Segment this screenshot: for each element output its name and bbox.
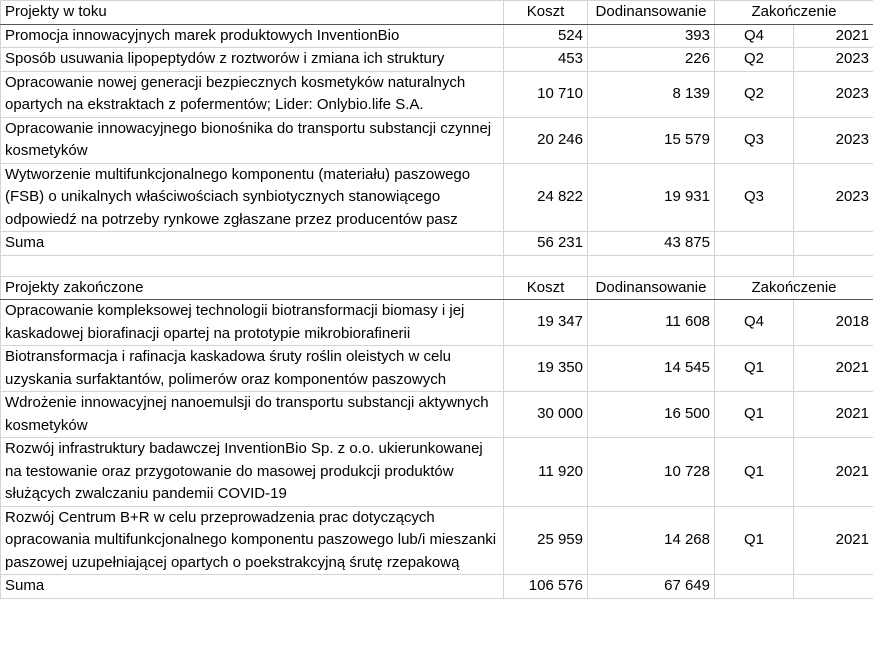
- quarter-cell[interactable]: Q2: [715, 71, 794, 117]
- project-name-cell[interactable]: Wytworzenie multifunkcjonalnego komponentu (materiału) paszowego (FSB) o unikalnych właściwościach synbiotycznych stanowiącego odpowiedź na potrzeby rynkowe zgłaszane przez producentów pasz: [1, 163, 504, 232]
- year-cell[interactable]: 2023: [794, 48, 873, 72]
- cost-header: Koszt: [504, 276, 588, 300]
- cofunding-cell[interactable]: 14 545: [588, 346, 715, 392]
- empty-cell[interactable]: [1, 255, 504, 276]
- year-cell[interactable]: 2021: [794, 506, 873, 575]
- cofunding-cell[interactable]: 11 608: [588, 300, 715, 346]
- table-row: [1, 392, 873, 438]
- cofunding-cell[interactable]: 10 728: [588, 438, 715, 507]
- cost-cell[interactable]: 11 920: [504, 438, 588, 507]
- year-cell[interactable]: 2018: [794, 300, 873, 346]
- empty-cell[interactable]: [794, 575, 873, 599]
- cofunding-cell[interactable]: 8 139: [588, 71, 715, 117]
- table-row: [1, 300, 873, 346]
- table-row: [1, 71, 873, 117]
- total-cost-cell: 56 231: [504, 232, 588, 256]
- quarter-cell[interactable]: Q1: [715, 392, 794, 438]
- completed-projects-title: Projekty zakończone: [1, 276, 504, 300]
- table-row: [1, 506, 873, 575]
- empty-cell[interactable]: [715, 575, 794, 599]
- total-cost-cell: 106 576: [504, 575, 588, 599]
- total-label: Suma: [1, 232, 504, 256]
- cost-cell[interactable]: 453: [504, 48, 588, 72]
- year-cell[interactable]: 2021: [794, 438, 873, 507]
- cost-cell[interactable]: 19 350: [504, 346, 588, 392]
- total-cofunding-cell: 43 875: [588, 232, 715, 256]
- cofunding-cell[interactable]: 19 931: [588, 163, 715, 232]
- cofunding-cell[interactable]: 16 500: [588, 392, 715, 438]
- year-cell[interactable]: 2023: [794, 71, 873, 117]
- completed-projects-header-row: [1, 276, 873, 300]
- quarter-cell[interactable]: Q3: [715, 163, 794, 232]
- cofunding-cell[interactable]: 226: [588, 48, 715, 72]
- project-name-cell[interactable]: Opracowanie kompleksowej technologii biotransformacji biomasy i jej kaskadowej biorafinacji opartej na prototypie mikrobiorafinerii: [1, 300, 504, 346]
- table-row: [1, 117, 873, 163]
- table-row: [1, 24, 873, 48]
- quarter-cell[interactable]: Q4: [715, 24, 794, 48]
- year-cell[interactable]: 2021: [794, 346, 873, 392]
- completion-header: Zakończenie: [715, 1, 873, 25]
- ongoing-projects-total-row: [1, 232, 873, 256]
- total-cofunding-cell: 67 649: [588, 575, 715, 599]
- cost-cell[interactable]: 524: [504, 24, 588, 48]
- cost-cell[interactable]: 25 959: [504, 506, 588, 575]
- cost-cell[interactable]: 10 710: [504, 71, 588, 117]
- empty-cell[interactable]: [794, 232, 873, 256]
- cost-header: Koszt: [504, 1, 588, 25]
- cost-cell[interactable]: 20 246: [504, 117, 588, 163]
- quarter-cell[interactable]: Q1: [715, 506, 794, 575]
- project-name-cell[interactable]: Rozwój Centrum B+R w celu przeprowadzenia prac dotyczących opracowania multifunkcjonalnego komponentu paszowego lub/i mieszanki paszowej uzupełniającej opartych o poekstrakcyjną śrutę rzepakową: [1, 506, 504, 575]
- quarter-cell[interactable]: Q1: [715, 438, 794, 507]
- table-row: [1, 163, 873, 232]
- year-cell[interactable]: 2023: [794, 163, 873, 232]
- empty-cell[interactable]: [794, 255, 873, 276]
- quarter-cell[interactable]: Q2: [715, 48, 794, 72]
- cofunding-cell[interactable]: 15 579: [588, 117, 715, 163]
- cofunding-cell[interactable]: 14 268: [588, 506, 715, 575]
- year-cell[interactable]: 2023: [794, 117, 873, 163]
- total-label: Suma: [1, 575, 504, 599]
- year-cell[interactable]: 2021: [794, 24, 873, 48]
- ongoing-projects-title: Projekty w toku: [1, 1, 504, 25]
- cost-cell[interactable]: 19 347: [504, 300, 588, 346]
- empty-cell[interactable]: [715, 255, 794, 276]
- cofunding-cell[interactable]: 393: [588, 24, 715, 48]
- table-row: [1, 346, 873, 392]
- table-row: [1, 48, 873, 72]
- quarter-cell[interactable]: Q1: [715, 346, 794, 392]
- cofunding-header: Dodinansowanie: [588, 1, 715, 25]
- year-cell[interactable]: 2021: [794, 392, 873, 438]
- cost-cell[interactable]: 24 822: [504, 163, 588, 232]
- quarter-cell[interactable]: Q3: [715, 117, 794, 163]
- project-name-cell[interactable]: Promocja innowacyjnych marek produktowych InventionBio: [1, 24, 504, 48]
- completed-projects-total-row: [1, 575, 873, 599]
- quarter-cell[interactable]: Q4: [715, 300, 794, 346]
- project-name-cell[interactable]: Sposób usuwania lipopeptydów z roztworów i zmiana ich struktury: [1, 48, 504, 72]
- empty-cell[interactable]: [504, 255, 588, 276]
- project-name-cell[interactable]: Opracowanie innowacyjnego bionośnika do transportu substancji czynnej kosmetyków: [1, 117, 504, 163]
- cofunding-header: Dodinansowanie: [588, 276, 715, 300]
- project-name-cell[interactable]: Opracowanie nowej generacji bezpiecznych kosmetyków naturalnych opartych na ekstraktach z pofermentów; Lider: Onlybio.life S.A.: [1, 71, 504, 117]
- table-row: [1, 438, 873, 507]
- empty-cell[interactable]: [588, 255, 715, 276]
- project-name-cell[interactable]: Biotransformacja i rafinacja kaskadowa śruty roślin oleistych w celu uzyskania surfaktantów, polimerów oraz komponentów paszowych: [1, 346, 504, 392]
- project-name-cell[interactable]: Wdrożenie innowacyjnej nanoemulsji do transportu substancji aktywnych kosmetyków: [1, 392, 504, 438]
- spacer-row: [1, 255, 873, 276]
- ongoing-projects-header-row: [1, 1, 873, 25]
- empty-cell[interactable]: [715, 232, 794, 256]
- completion-header: Zakończenie: [715, 276, 873, 300]
- cost-cell[interactable]: 30 000: [504, 392, 588, 438]
- project-name-cell[interactable]: Rozwój infrastruktury badawczej InventionBio Sp. z o.o. ukierunkowanej na testowanie oraz przygotowanie do masowej produkcji produktów służących zwalczaniu pandemii COVID-19: [1, 438, 504, 507]
- projects-table-body: [1, 1, 873, 599]
